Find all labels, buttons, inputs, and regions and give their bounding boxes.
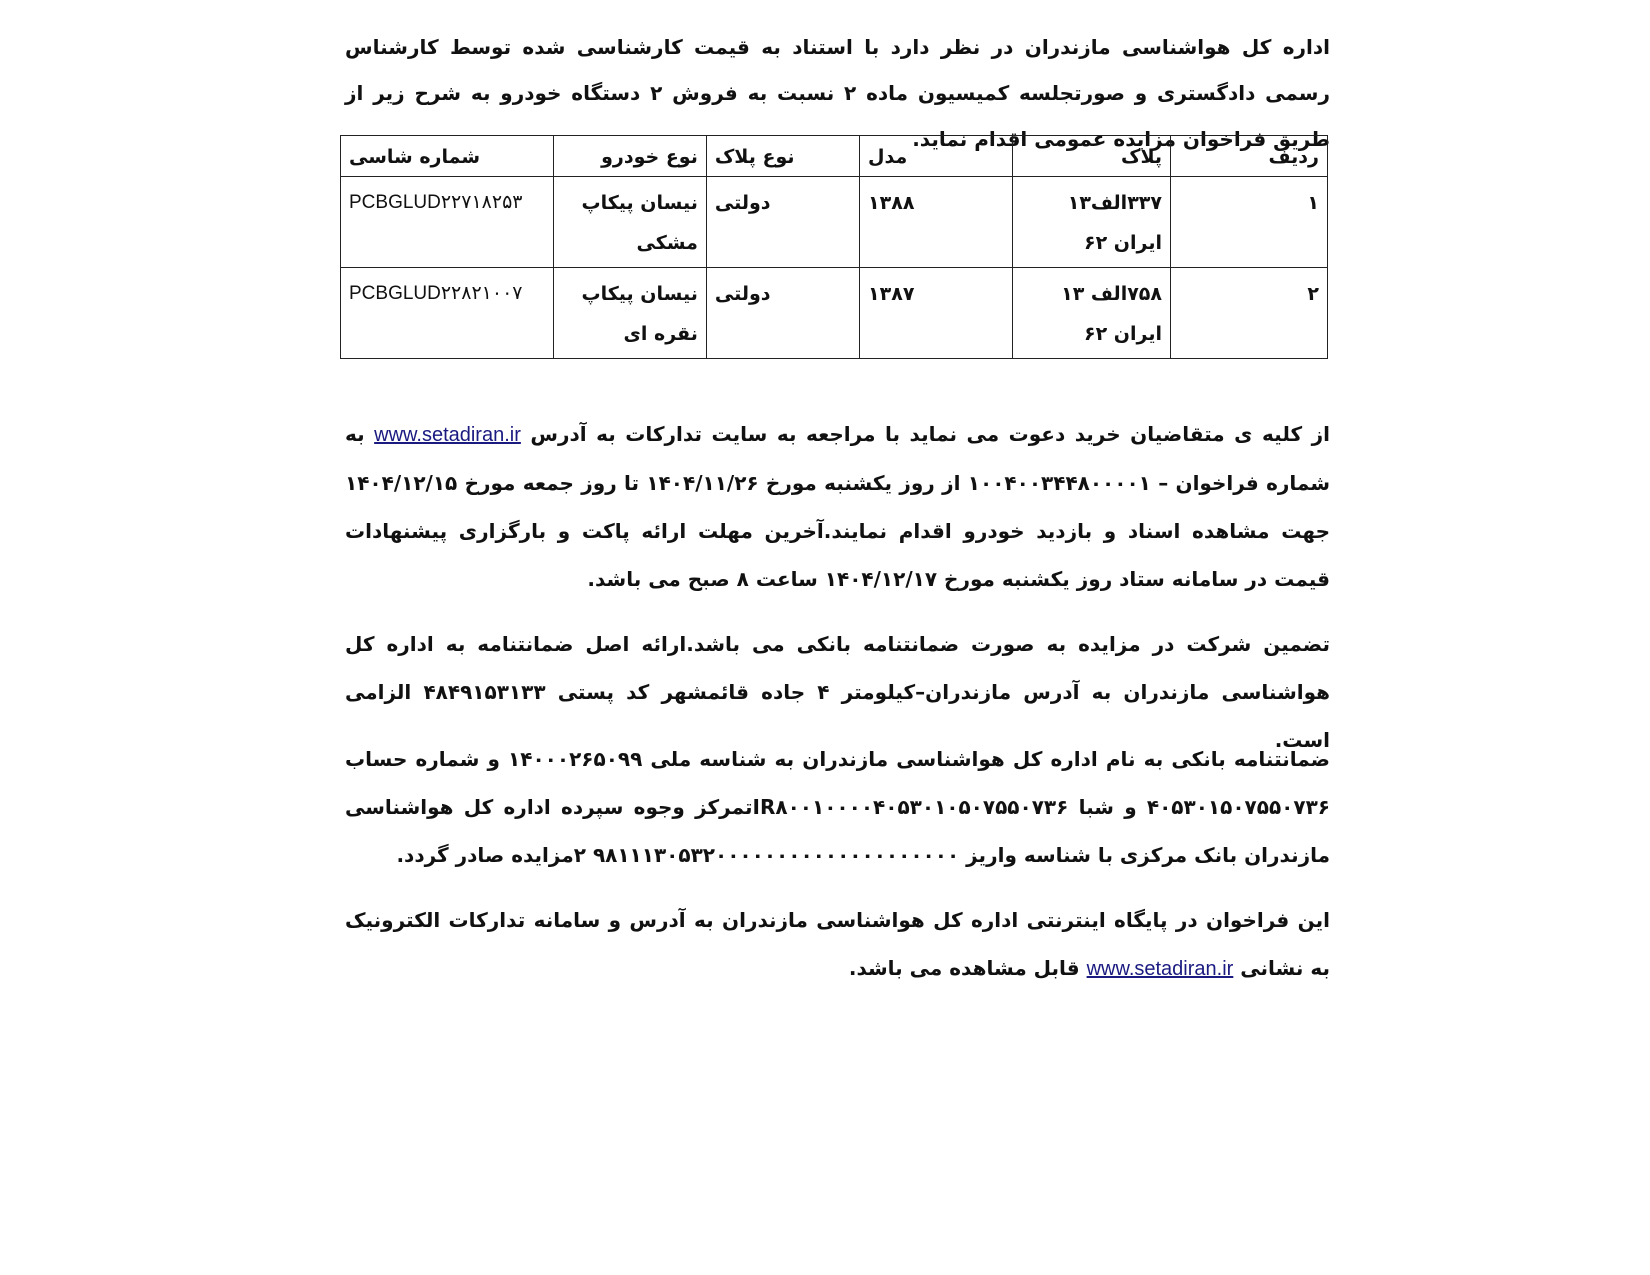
header-chassis: شماره شاسی — [341, 136, 554, 177]
website-notice-text-end: قابل مشاهده می باشد. — [848, 956, 1080, 980]
cell-row-number: ۱ — [1171, 177, 1328, 268]
intro-paragraph: اداره کل هواشناسی مازندران در نظر دارد با استناد به قیمت کارشناسی شده توسط کارشناس رسمی دادگستری و صورتجلسه کمیسیون ماده ۲ نسبت به فروش ۲ دستگاه خودرو به شرح زیر از طریق فراخوان مزایده عمومی اقدام نماید. — [345, 35, 1330, 151]
table-header-row — [341, 136, 1328, 177]
cell-vehicle-type: نیسان پیکاپ نقره ای — [553, 268, 706, 359]
cell-row-number: ۲ — [1171, 268, 1328, 359]
table-row — [341, 268, 1328, 359]
cell-chassis: PCBGLUD۲۲۷۱۸۲۵۳ — [341, 177, 554, 268]
invitation-text-end: به شماره فراخوان – ۱۰۰۴۰۰۳۴۴۸۰۰۰۰۱ از روز یکشنبه مورخ ۱۴۰۴/۱۱/۲۶ تا روز جمعه مورخ ۱۴۰۴/۱۲/۱۵ جهت مشاهده اسناد و بازدید خودرو اقدام نمایند.آخرین مهلت ارائه پاکت و بارگزاری پیشنهادات قیمت در سامانه ستاد روز یکشنبه مورخ ۱۴۰۴/۱۲/۱۷ ساعت ۸ صبح می باشد. — [345, 422, 1330, 591]
cell-model: ۱۳۸۸ — [860, 177, 1013, 268]
header-plate-type: نوع پلاک — [706, 136, 859, 177]
cell-plate: ۳۳۷الف۱۳ ایران ۶۲ — [1013, 177, 1171, 268]
website-notice-text-start: این فراخوان در پایگاه اینترنتی اداره کل هواشناسی مازندران به آدرس و سامانه تدارکات الکترونیک به نشانی — [345, 908, 1330, 980]
cell-vehicle-type: نیسان پیکاپ مشکی — [553, 177, 706, 268]
header-plate: پلاک — [1013, 136, 1171, 177]
cell-plate-type: دولتی — [706, 177, 859, 268]
guarantee-paragraph: تضمین شرکت در مزایده به صورت ضمانتنامه بانکی می باشد.ارائه اصل ضمانتنامه به اداره کل هواشناسی مازندران به آدرس مازندران–کیلومتر ۴ جاده قائمشهر کد پستی ۴۸۴۹۱۵۳۱۳۳ الزامی است. — [345, 632, 1330, 752]
cell-plate-type: دولتی — [706, 268, 859, 359]
bank-guarantee-paragraph: ضمانتنامه بانکی به نام اداره کل هواشناسی مازندران به شناسه ملی ۱۴۰۰۰۲۶۵۰۹۹ و شماره حساب ۴۰۵۳۰۱۵۰۷۵۵۰۷۳۶ و شبا IR۸۰۰۱۰۰۰۰۴۰۵۳۰۱۰۵۰۷۵۵۰۷۳۶تمرکز وجوه سپرده اداره کل هواشناسی مازندران بانک مرکزی با شناسه واریز ۹۸۱۱۱۳۰۵۳۲۰۰۰۰۰۰۰۰۰۰۰۰۰۰۰۰۰۰۰۰ ۲مزایده صادر گردد. — [345, 747, 1331, 867]
header-row-number: ردیف — [1171, 136, 1328, 177]
setadiran-link-footer[interactable]: www.setadiran.ir — [1086, 958, 1234, 980]
header-vehicle-type: نوع خودرو — [553, 136, 706, 177]
cell-chassis: PCBGLUD۲۲۸۲۱۰۰۷ — [341, 268, 554, 359]
table-row — [341, 177, 1328, 268]
invitation-text-start: از کلیه ی متقاضیان خرید دعوت می نماید با مراجعه به سایت تدارکات به آدرس — [530, 422, 1330, 446]
vehicles-table — [340, 135, 1328, 359]
cell-model: ۱۳۸۷ — [860, 268, 1013, 359]
invitation-paragraph — [345, 410, 1330, 603]
cell-plate: ۷۵۸الف ۱۳ ایران ۶۲ — [1013, 268, 1171, 359]
setadiran-link[interactable]: www.setadiran.ir — [374, 424, 521, 446]
website-notice-paragraph — [345, 896, 1330, 993]
header-model: مدل — [860, 136, 1013, 177]
